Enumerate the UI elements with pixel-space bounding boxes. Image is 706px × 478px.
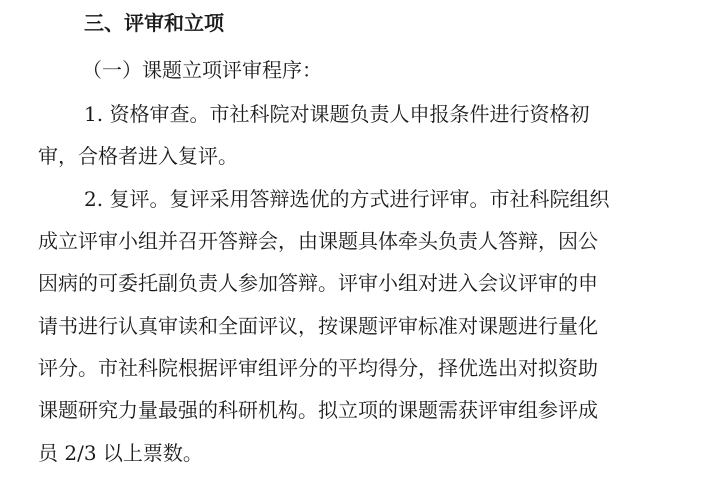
paragraph-2-line-4: 请书进行认真审读和全面评议，按课题评审标准对课题进行量化 [38,314,598,338]
paragraph-2-line-5: 评分。市社科院根据评审组评分的平均得分，择优选出对拟资助 [38,356,598,380]
section-heading: 三、评审和立项 [84,11,224,35]
paragraph-2-line-1: 2. 复评。复评采用答辩选优的方式进行评审。市社科院组织 [84,187,610,211]
subsection-heading: （一）课题立项评审程序： [82,58,322,82]
paragraph-2-line-7: 员 2/3 以上票数。 [38,441,203,465]
paragraph-1-line-1: 1. 资格审查。市社科院对课题负责人申报条件进行资格初 [84,102,590,126]
paragraph-2-line-2: 成立评审小组并召开答辩会，由课题具体牵头负责人答辩，因公 [38,229,598,253]
paragraph-1-line-2: 审，合格者进入复评。 [38,144,238,168]
paragraph-2-line-6: 课题研究力量最强的科研机构。拟立项的课题需获评审组参评成 [38,398,598,422]
paragraph-2-line-3: 因病的可委托副负责人参加答辩。评审小组对进入会议评审的申 [38,271,598,295]
